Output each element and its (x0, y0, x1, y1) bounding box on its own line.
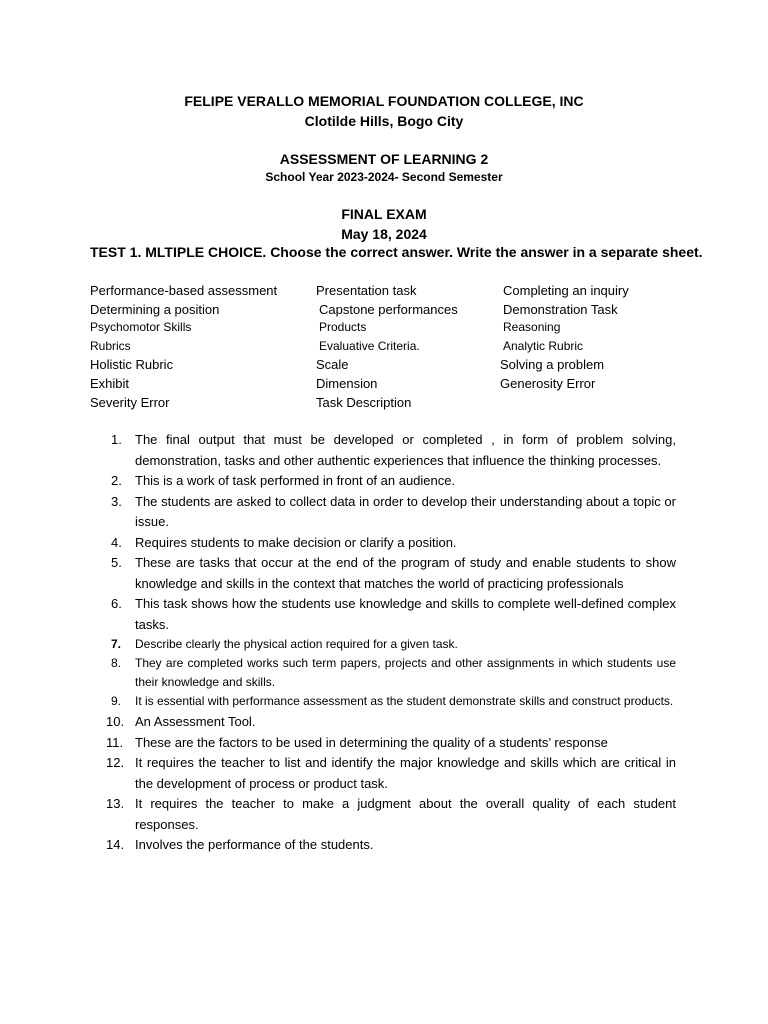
school-name: FELIPE VERALLO MEMORIAL FOUNDATION COLLEGE, INC (184, 93, 584, 109)
choice-item: Completing an inquiry (503, 283, 629, 298)
question-item (90, 635, 676, 654)
choice-item: Reasoning (503, 320, 561, 335)
question-item (90, 794, 676, 835)
choice-item: Severity Error (90, 394, 170, 410)
question-text: The students are asked to collect data in order to develop their understanding about a topic or issue. (135, 493, 676, 529)
exam-date: May 18, 2024 (341, 226, 427, 242)
school-address: Clotilde Hills, Bogo City (304, 113, 464, 129)
choice-item: Solving a problem (500, 357, 605, 373)
question-item (90, 594, 676, 635)
question-item (90, 733, 676, 754)
question-text: It is essential with performance assessment as the student demonstrate skills and construct products. (135, 694, 674, 708)
choice-item: Capstone performances (319, 301, 458, 317)
question-number: 5. (111, 555, 122, 570)
question-text: Describe clearly the physical action required for a given task. (135, 637, 458, 651)
choice-item: Performance-based assessment (90, 283, 278, 298)
choice-row (90, 357, 690, 376)
choice-list (90, 283, 690, 413)
choice-item: Generosity Error (500, 375, 596, 391)
question-text: These are the factors to be used in determining the quality of a students’ response (135, 734, 608, 750)
choice-item: Holistic Rubric (90, 357, 174, 373)
question-number: 4. (111, 534, 122, 550)
question-number: 3. (111, 493, 122, 509)
question-item (90, 835, 676, 856)
question-number: 10. (106, 714, 125, 729)
choice-item: Evaluative Criteria. (319, 338, 420, 353)
question-item (90, 553, 676, 594)
question-text: It requires the teacher to list and identify the major knowledge and skills which are critical in the development of process or product task. (135, 755, 676, 791)
question-number: 13. (106, 796, 125, 811)
choice-item: Dimension (316, 375, 378, 391)
question-text: They are completed works such term papers, projects and other assignments in which students use their knowledge and skills. (135, 656, 676, 689)
question-text: It requires the teacher to make a judgment about the overall quality of each student responses. (135, 796, 676, 832)
question-text: Involves the performance of the students. (135, 837, 374, 852)
question-text: These are tasks that occur at the end of the program of study and enable students to show knowledge and skills in the context that matches the world of practicing professionals (135, 555, 676, 591)
school-year: School Year 2023-2024- Second Semester (265, 170, 503, 184)
exam-title: FINAL EXAM (341, 206, 427, 222)
question-number: 2. (111, 473, 122, 488)
course-title: ASSESSMENT OF LEARNING 2 (279, 151, 489, 167)
question-number: 11. (106, 734, 124, 750)
question-text: This task shows how the students use knowledge and skills to complete well-defined complex tasks. (135, 596, 676, 632)
question-number: 1. (111, 432, 122, 447)
question-item (90, 692, 676, 711)
choice-row (90, 302, 690, 321)
question-list (90, 430, 676, 856)
choice-row (90, 283, 690, 302)
choice-item: Task Description (316, 394, 412, 410)
question-item (90, 753, 676, 794)
choice-item: Products (319, 320, 367, 335)
question-item (90, 430, 676, 471)
question-number: 9. (111, 694, 122, 708)
choice-row (90, 339, 690, 358)
question-item (90, 654, 676, 692)
question-number: 7. (111, 637, 122, 651)
question-text: An Assessment Tool. (135, 714, 256, 729)
choice-row (90, 320, 690, 339)
choice-item: Psychomotor Skills (90, 320, 192, 335)
question-item (90, 471, 676, 492)
choice-item: Scale (316, 357, 349, 373)
question-item (90, 492, 676, 533)
choice-item: Rubrics (90, 338, 131, 353)
question-item (90, 533, 676, 554)
test-instruction: TEST 1. MLTIPLE CHOICE. Choose the correct answer. Write the answer in a separate sheet. (90, 244, 703, 260)
choice-item: Presentation task (316, 283, 417, 298)
choice-item: Analytic Rubric (503, 338, 584, 353)
question-number: 12. (106, 755, 125, 770)
choice-item: Determining a position (90, 301, 220, 317)
question-item (90, 712, 676, 733)
question-text: Requires students to make decision or clarify a position. (135, 534, 457, 550)
question-number: 6. (111, 596, 122, 611)
choice-item: Exhibit (90, 375, 130, 391)
question-text: This is a work of task performed in front of an audience. (135, 473, 456, 488)
choice-row (90, 376, 690, 395)
choice-row (90, 395, 690, 414)
choice-item: Demonstration Task (503, 301, 618, 317)
question-text: The final output that must be developed or completed , in form of problem solving, demonstration, tasks and other authentic experiences that influence the thinking processes. (135, 432, 676, 468)
question-number: 8. (111, 656, 122, 670)
question-number: 14. (106, 837, 125, 852)
